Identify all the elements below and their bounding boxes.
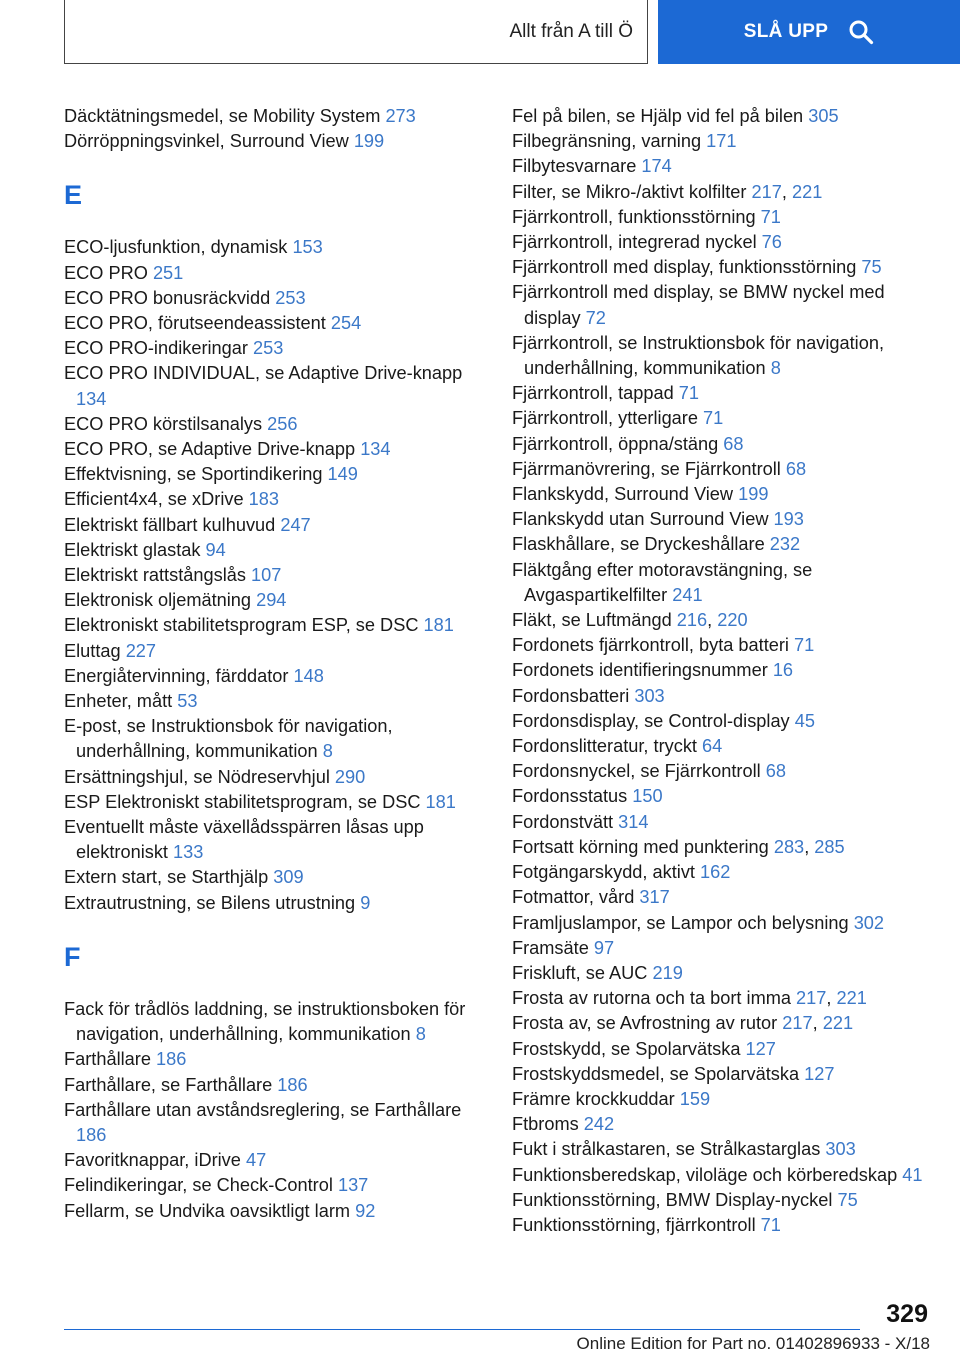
page-ref-link[interactable]: 153	[292, 237, 323, 258]
index-entry	[64, 129, 484, 154]
index-entry	[64, 261, 484, 286]
index-entry	[64, 588, 484, 613]
index-entry-text: Frosta av rutorna och ta bort imma	[512, 988, 797, 1009]
index-entry	[512, 129, 932, 154]
index-entry	[512, 104, 932, 129]
lookup-button[interactable]	[658, 0, 960, 64]
index-entry	[512, 532, 932, 557]
index-entry	[64, 235, 484, 260]
page-ref-link[interactable]: 303	[825, 1139, 856, 1160]
index-entry-text: Dörröppningsvinkel, Surround View	[64, 131, 354, 152]
index-entry-text: Frosta av, se Avfrostning av rutor	[512, 1013, 783, 1034]
index-entry-text: Elektriskt fällbart kulhuvud	[64, 514, 281, 535]
index-entry-text: Farthållare utan avståndsreglering, se Farthållare	[64, 1099, 462, 1120]
page-ref-link[interactable]: 134	[76, 388, 107, 409]
index-entry	[64, 689, 484, 714]
page-ref-link[interactable]: 71	[760, 206, 781, 227]
index-entry-text: Fack för trådlös laddning, se instruktionsboken för navigation, underhållning, kommunikation	[64, 998, 466, 1045]
index-entry-text: ECO PRO, se Adaptive Drive-knapp	[64, 439, 361, 460]
index-entry-text: Fläktgång efter motoravstängning, se Avgaspartikelfilter	[512, 559, 813, 605]
index-entry-text: Fortsatt körning med punktering	[512, 836, 774, 857]
page-ref-link[interactable]: 256	[267, 413, 298, 434]
index-entry-text: Elektriskt glastak	[64, 539, 206, 560]
index-entry-text: Farthållare, se Farthållare	[64, 1074, 278, 1095]
page-ref-link[interactable]: 283	[773, 836, 805, 857]
index-entry	[64, 1047, 484, 1072]
index-entry	[64, 311, 484, 336]
page-ref-link[interactable]: 8	[415, 1024, 426, 1045]
index-entry-text: Fordonslitteratur, tryckt	[512, 736, 703, 757]
index-entry	[64, 664, 484, 689]
index-entry	[64, 563, 484, 588]
index-entry-text: Fordonsdisplay, se Control-display	[512, 710, 795, 731]
index-entry	[512, 658, 932, 683]
page-ref-link[interactable]: 181	[423, 615, 454, 636]
page-ref-link[interactable]: 71	[760, 1214, 781, 1235]
page-ref-link[interactable]: 314	[618, 811, 649, 832]
index-entry-text: Frostskydd, se Spolarvätska	[512, 1038, 746, 1059]
edition-text: Online Edition for Part no. 01402896933 - X/18	[576, 1334, 930, 1353]
index-entry-text: ECO PRO INDIVIDUAL, se Adaptive Drive-knapp	[64, 363, 463, 384]
page-ref-link[interactable]: 127	[804, 1063, 835, 1084]
index-entry	[64, 997, 484, 1047]
page-ref-link[interactable]: 183	[248, 489, 280, 510]
index-entry	[512, 885, 932, 910]
footer-divider	[64, 1329, 860, 1330]
page-ref-link[interactable]: 174	[641, 156, 672, 177]
page-ref-link[interactable]: 199	[353, 131, 385, 152]
index-entry	[512, 507, 932, 532]
page-ref-link[interactable]: 186	[76, 1124, 107, 1145]
page-ref-link[interactable]: 232	[769, 534, 801, 555]
page-ref-link[interactable]: 149	[327, 464, 358, 485]
index-entry-text: Funktionsstörning, BMW Display-nyckel	[512, 1189, 838, 1210]
index-entry	[64, 1098, 484, 1148]
page-ref-link[interactable]: 302	[853, 912, 885, 933]
page-ref-link[interactable]: 127	[745, 1038, 776, 1059]
a-to-z-tab[interactable]	[64, 0, 648, 64]
index-column-left	[64, 104, 484, 1224]
index-entry	[64, 865, 484, 890]
index-entry	[512, 432, 932, 457]
page-ref-link[interactable]: 294	[256, 590, 287, 611]
page-ref-link[interactable]: 247	[280, 514, 311, 535]
index-entry	[512, 684, 932, 709]
index-entry-text: Fukt i strålkastaren, se Strålkastarglas	[512, 1139, 826, 1160]
page-ref-link[interactable]: 241	[672, 584, 703, 605]
page-ref-link[interactable]: 64	[702, 736, 723, 757]
index-entry-text: Fjärrkontroll, funktionsstörning	[512, 206, 761, 227]
page-ref-link[interactable]: 253	[275, 287, 306, 308]
page-ref-link[interactable]: 253	[253, 338, 284, 359]
page-ref-link[interactable]: 45	[794, 710, 815, 731]
index-entry-text: Fordonets fjärrkontroll, byta batteri	[512, 635, 795, 656]
index-entry-text: Efficient4x4, se xDrive	[64, 489, 249, 510]
page-ref-link[interactable]: 193	[773, 509, 804, 530]
index-entry-text: Ersättningshjul, se Nödreservhjul	[64, 766, 335, 787]
index-entry	[64, 412, 484, 437]
index-entry-text: Fordonets identifieringsnummer	[512, 660, 773, 681]
page-ref-link[interactable]: 220	[717, 610, 748, 631]
index-entry-text: Flankskydd utan Surround View	[512, 509, 774, 530]
page-ref-link[interactable]: 150	[632, 786, 663, 807]
index-entry-text: Filbytesvarnare	[512, 156, 642, 177]
index-entry	[512, 1163, 932, 1188]
index-entry	[64, 790, 484, 815]
index-entry	[512, 936, 932, 961]
index-entry-text: Elektroniskt stabilitetsprogram ESP, se DSC	[64, 615, 424, 636]
page-ref-link[interactable]: 186	[277, 1074, 308, 1095]
index-entry-text: Funktionsberedskap, viloläge och körberedskap	[512, 1164, 903, 1185]
index-entry-text: Favoritknappar, iDrive	[64, 1150, 246, 1171]
page-ref-link[interactable]: 137	[337, 1175, 369, 1196]
index-entry	[512, 810, 932, 835]
index-entry	[64, 1173, 484, 1198]
page-ref-link[interactable]: 305	[808, 106, 839, 126]
index-entry-text: Flaskhållare, se Dryckeshållare	[512, 534, 770, 555]
index-entry-text: Funktionsstörning, fjärrkontroll	[512, 1214, 761, 1235]
index-entry	[64, 613, 484, 638]
index-entry	[64, 891, 484, 916]
lookup-label: SLÅ UPP	[743, 21, 829, 42]
index-entry-text: Främre krockkuddar	[512, 1088, 680, 1109]
index-entry	[512, 1188, 932, 1213]
index-entry	[64, 815, 484, 865]
index-entry-text: Extrautrustning, se Bilens utrustning	[64, 892, 361, 913]
index-entry-text: ESP Elektroniskt stabilitetsprogram, se DSC	[64, 791, 426, 812]
index-entry-text: ECO PRO bonusräckvidd	[64, 287, 276, 308]
index-entry-text: Ftbroms	[512, 1114, 584, 1135]
index-entry	[64, 462, 484, 487]
page-ref-link[interactable]: 53	[177, 691, 198, 712]
index-entry	[512, 633, 932, 658]
index-entry-text: Fjärrkontroll, ytterligare	[512, 408, 704, 429]
index-entry-text: Eventuellt måste växellådsspärren låsas upp elektroniskt	[64, 817, 424, 863]
page-ref-link[interactable]: 221	[836, 988, 867, 1009]
index-entry	[512, 558, 932, 608]
page-ref-link[interactable]: 68	[765, 761, 786, 782]
index-column-right	[512, 104, 932, 1238]
index-entry-text: Fordonstvätt	[512, 811, 619, 832]
index-entry-text: Effektvisning, se Sportindikering	[64, 464, 328, 485]
index-entry	[64, 336, 484, 361]
index-entry-text: Fjärrkontroll, öppna/stäng	[512, 433, 724, 454]
page-ref-link[interactable]: 41	[902, 1164, 923, 1185]
page-ref-link[interactable]: 68	[723, 433, 744, 454]
index-entry	[512, 457, 932, 482]
index-entry	[512, 205, 932, 230]
page-ref-link[interactable]: 94	[205, 539, 226, 560]
page-ref-link[interactable]: 217	[796, 988, 827, 1009]
index-entry	[64, 538, 484, 563]
index-entry-text: E-post, se Instruktionsbok för navigation, underhållning, kommunikation	[64, 716, 393, 762]
index-entry	[64, 487, 484, 512]
index-entry-text: Extern start, se Starthjälp	[64, 867, 274, 888]
page-ref-link[interactable]: 16	[772, 660, 794, 681]
page-ref-link[interactable]: 171	[706, 131, 737, 152]
index-entry-text: Fellarm, se Undvika oavsiktligt larm	[64, 1200, 356, 1221]
page-ref-link[interactable]: 285	[814, 836, 845, 857]
page-ref-link[interactable]: 71	[703, 408, 724, 429]
index-entry-text: Fordonsnyckel, se Fjärrkontroll	[512, 761, 766, 782]
index-entry-text: Friskluft, se AUC	[512, 962, 653, 983]
page-ref-link[interactable]: 97	[593, 937, 615, 958]
index-entry: Frosta av, se Avfrostning av rutor 217, 221	[512, 1013, 854, 1034]
index-entry-text: Fjärrkontroll med display, se BMW nyckel med display	[512, 282, 885, 328]
index-entry-text: Filbegränsning, varning	[512, 131, 707, 152]
page-ref-link[interactable]: 254	[330, 313, 362, 334]
index-entry-text: ECO PRO	[64, 262, 153, 283]
index-entry	[512, 331, 932, 381]
page-ref-link[interactable]: 8	[322, 741, 333, 762]
page-ref-link[interactable]: 9	[360, 892, 371, 913]
page-ref-link[interactable]: 273	[385, 106, 416, 126]
index-entry	[512, 1062, 932, 1087]
index-entry	[512, 230, 932, 255]
page-ref-link[interactable]: 162	[700, 862, 731, 883]
index-entry-text: ECO PRO, förutseendeassistent	[64, 313, 331, 334]
page-ref-link[interactable]: 92	[355, 1200, 376, 1221]
index-entry	[64, 714, 484, 764]
index-entry: Fläkt, se Luftmängd 216, 220	[512, 610, 748, 631]
index-entry-text: Farthållare	[64, 1049, 156, 1070]
index-entry: Filter, se Mikro-/aktivt kolfilter 217, 221	[512, 181, 823, 202]
index-entry-text: Enheter, mått	[64, 691, 178, 712]
index-entry	[64, 361, 484, 411]
page-ref-link[interactable]: 216	[676, 610, 708, 631]
page-ref-link[interactable]: 290	[334, 766, 366, 787]
search-icon	[848, 19, 874, 45]
index-entry	[64, 1073, 484, 1098]
page-ref-link[interactable]: 227	[125, 640, 157, 661]
page-ref-link[interactable]: 221	[822, 1013, 854, 1034]
index-entry	[512, 759, 932, 784]
index-entry-text: Fjärrkontroll, se Instruktionsbok för navigation, underhållning, kommunikation	[512, 332, 885, 379]
index-entry-text: Fläkt, se Luftmängd	[512, 610, 677, 631]
index-entry	[512, 1037, 932, 1062]
index-entry	[64, 1148, 484, 1173]
index-entry-text: Fel på bilen, se Hjälp vid fel på bilen	[512, 106, 809, 126]
index-entry	[512, 255, 932, 280]
index-entry-text: Framsäte	[512, 937, 594, 958]
index-entry	[512, 381, 932, 406]
index-letter-heading: E	[64, 180, 83, 211]
page-ref-link[interactable]: 219	[652, 962, 683, 983]
index-entry-text: Elektriskt rattstångslås	[64, 565, 251, 586]
index-entry	[64, 1199, 484, 1224]
index-entry: Frosta av rutorna och ta bort imma 217, 221	[512, 988, 867, 1009]
page-ref-link[interactable]: 47	[245, 1150, 267, 1171]
page-ref-link[interactable]: 68	[785, 458, 807, 479]
page-ref-link[interactable]: 75	[861, 257, 882, 278]
index-entry	[64, 104, 484, 129]
page-ref-link[interactable]: 317	[639, 887, 670, 908]
index-entry	[512, 154, 932, 179]
page-ref-link[interactable]: 72	[585, 307, 606, 328]
index-entry-text: Fjärrmanövrering, se Fjärrkontroll	[512, 458, 786, 479]
index-entry-text: Felindikeringar, se Check-Control	[64, 1175, 338, 1196]
index-entry	[512, 860, 932, 885]
page-ref-link[interactable]: 71	[794, 635, 815, 656]
index-entry-text: ECO-ljusfunktion, dynamisk	[64, 237, 293, 258]
page-ref-link[interactable]: 134	[360, 439, 391, 460]
page-ref-link[interactable]: 107	[251, 565, 282, 586]
index-entry	[512, 734, 932, 759]
page-ref-link[interactable]: 242	[583, 1114, 615, 1135]
index-entry-text: Fjärrkontroll, tappad	[512, 383, 679, 404]
index-entry	[64, 639, 484, 664]
index-entry-text: Fjärrkontroll med display, funktionsstörning	[512, 257, 862, 278]
page-ref-link[interactable]: 251	[152, 262, 184, 283]
index-entry-text: Energiåtervinning, färddator	[64, 665, 294, 686]
index-entry	[64, 437, 484, 462]
index-entry	[64, 286, 484, 311]
index-entry-text: Filter, se Mikro-/aktivt kolfilter	[512, 181, 752, 202]
index-entry	[512, 280, 932, 330]
page-ref-link[interactable]: 186	[156, 1049, 187, 1070]
page-ref-link[interactable]: 303	[634, 685, 665, 706]
index-entry-text: ECO PRO-indikeringar	[64, 338, 254, 359]
page-ref-link[interactable]: 148	[293, 665, 324, 686]
header	[0, 0, 960, 66]
index-entry	[512, 1137, 932, 1162]
page-ref-link[interactable]: 133	[173, 842, 204, 863]
index-entry-text: Elektronisk oljemätning	[64, 590, 257, 611]
index-entry	[512, 961, 932, 986]
index-entry	[512, 709, 932, 734]
index-letter-heading: F	[64, 941, 81, 972]
index-entry-text: Framljuslampor, se Lampor och belysning	[512, 912, 854, 933]
page-ref-link[interactable]: 217	[782, 1013, 813, 1034]
page-ref-link[interactable]: 221	[791, 181, 823, 202]
index-entry-text: Däcktätningsmedel, se Mobility System	[64, 106, 386, 126]
index-entry-text: Frostskyddsmedel, se Spolarvätska	[512, 1063, 805, 1084]
index-entry	[64, 513, 484, 538]
page-ref-link[interactable]: 71	[678, 383, 700, 404]
page-ref-link[interactable]: 76	[761, 232, 782, 253]
index-entry-text: Fotmattor, vård	[512, 887, 640, 908]
index-entry	[512, 406, 932, 431]
index-entry-text: Fotgängarskydd, aktivt	[512, 862, 701, 883]
index-entry-text: Flankskydd, Surround View	[512, 484, 739, 505]
page-ref-link[interactable]: 75	[837, 1189, 858, 1210]
index-entry	[512, 1112, 932, 1137]
index-entry-text: Fordonsbatteri	[512, 685, 635, 706]
page-ref-link[interactable]: 217	[751, 181, 782, 202]
index-entry	[512, 482, 932, 507]
index-entry	[512, 911, 932, 936]
index-entry	[64, 765, 484, 790]
index-entry-text: Fordonsstatus	[512, 786, 633, 807]
page-ref-link[interactable]: 199	[738, 484, 769, 505]
page-ref-link[interactable]: 8	[770, 358, 781, 379]
index-entry-text: Fjärrkontroll, integrerad nyckel	[512, 232, 762, 253]
index-entry	[512, 1213, 932, 1238]
page-ref-link[interactable]: 181	[425, 791, 456, 812]
index-entry	[512, 1087, 932, 1112]
page-number: 329	[886, 1300, 928, 1328]
a-to-z-label: Allt från A till Ö	[509, 20, 633, 42]
index-entry-text: ECO PRO körstilsanalys	[64, 413, 268, 434]
index-entry: Fortsatt körning med punktering 283, 285	[512, 836, 845, 857]
index-entry	[512, 784, 932, 809]
page-ref-link[interactable]: 309	[273, 867, 304, 888]
index-entry-text: Eluttag	[64, 640, 126, 661]
page-ref-link[interactable]: 159	[679, 1088, 711, 1109]
